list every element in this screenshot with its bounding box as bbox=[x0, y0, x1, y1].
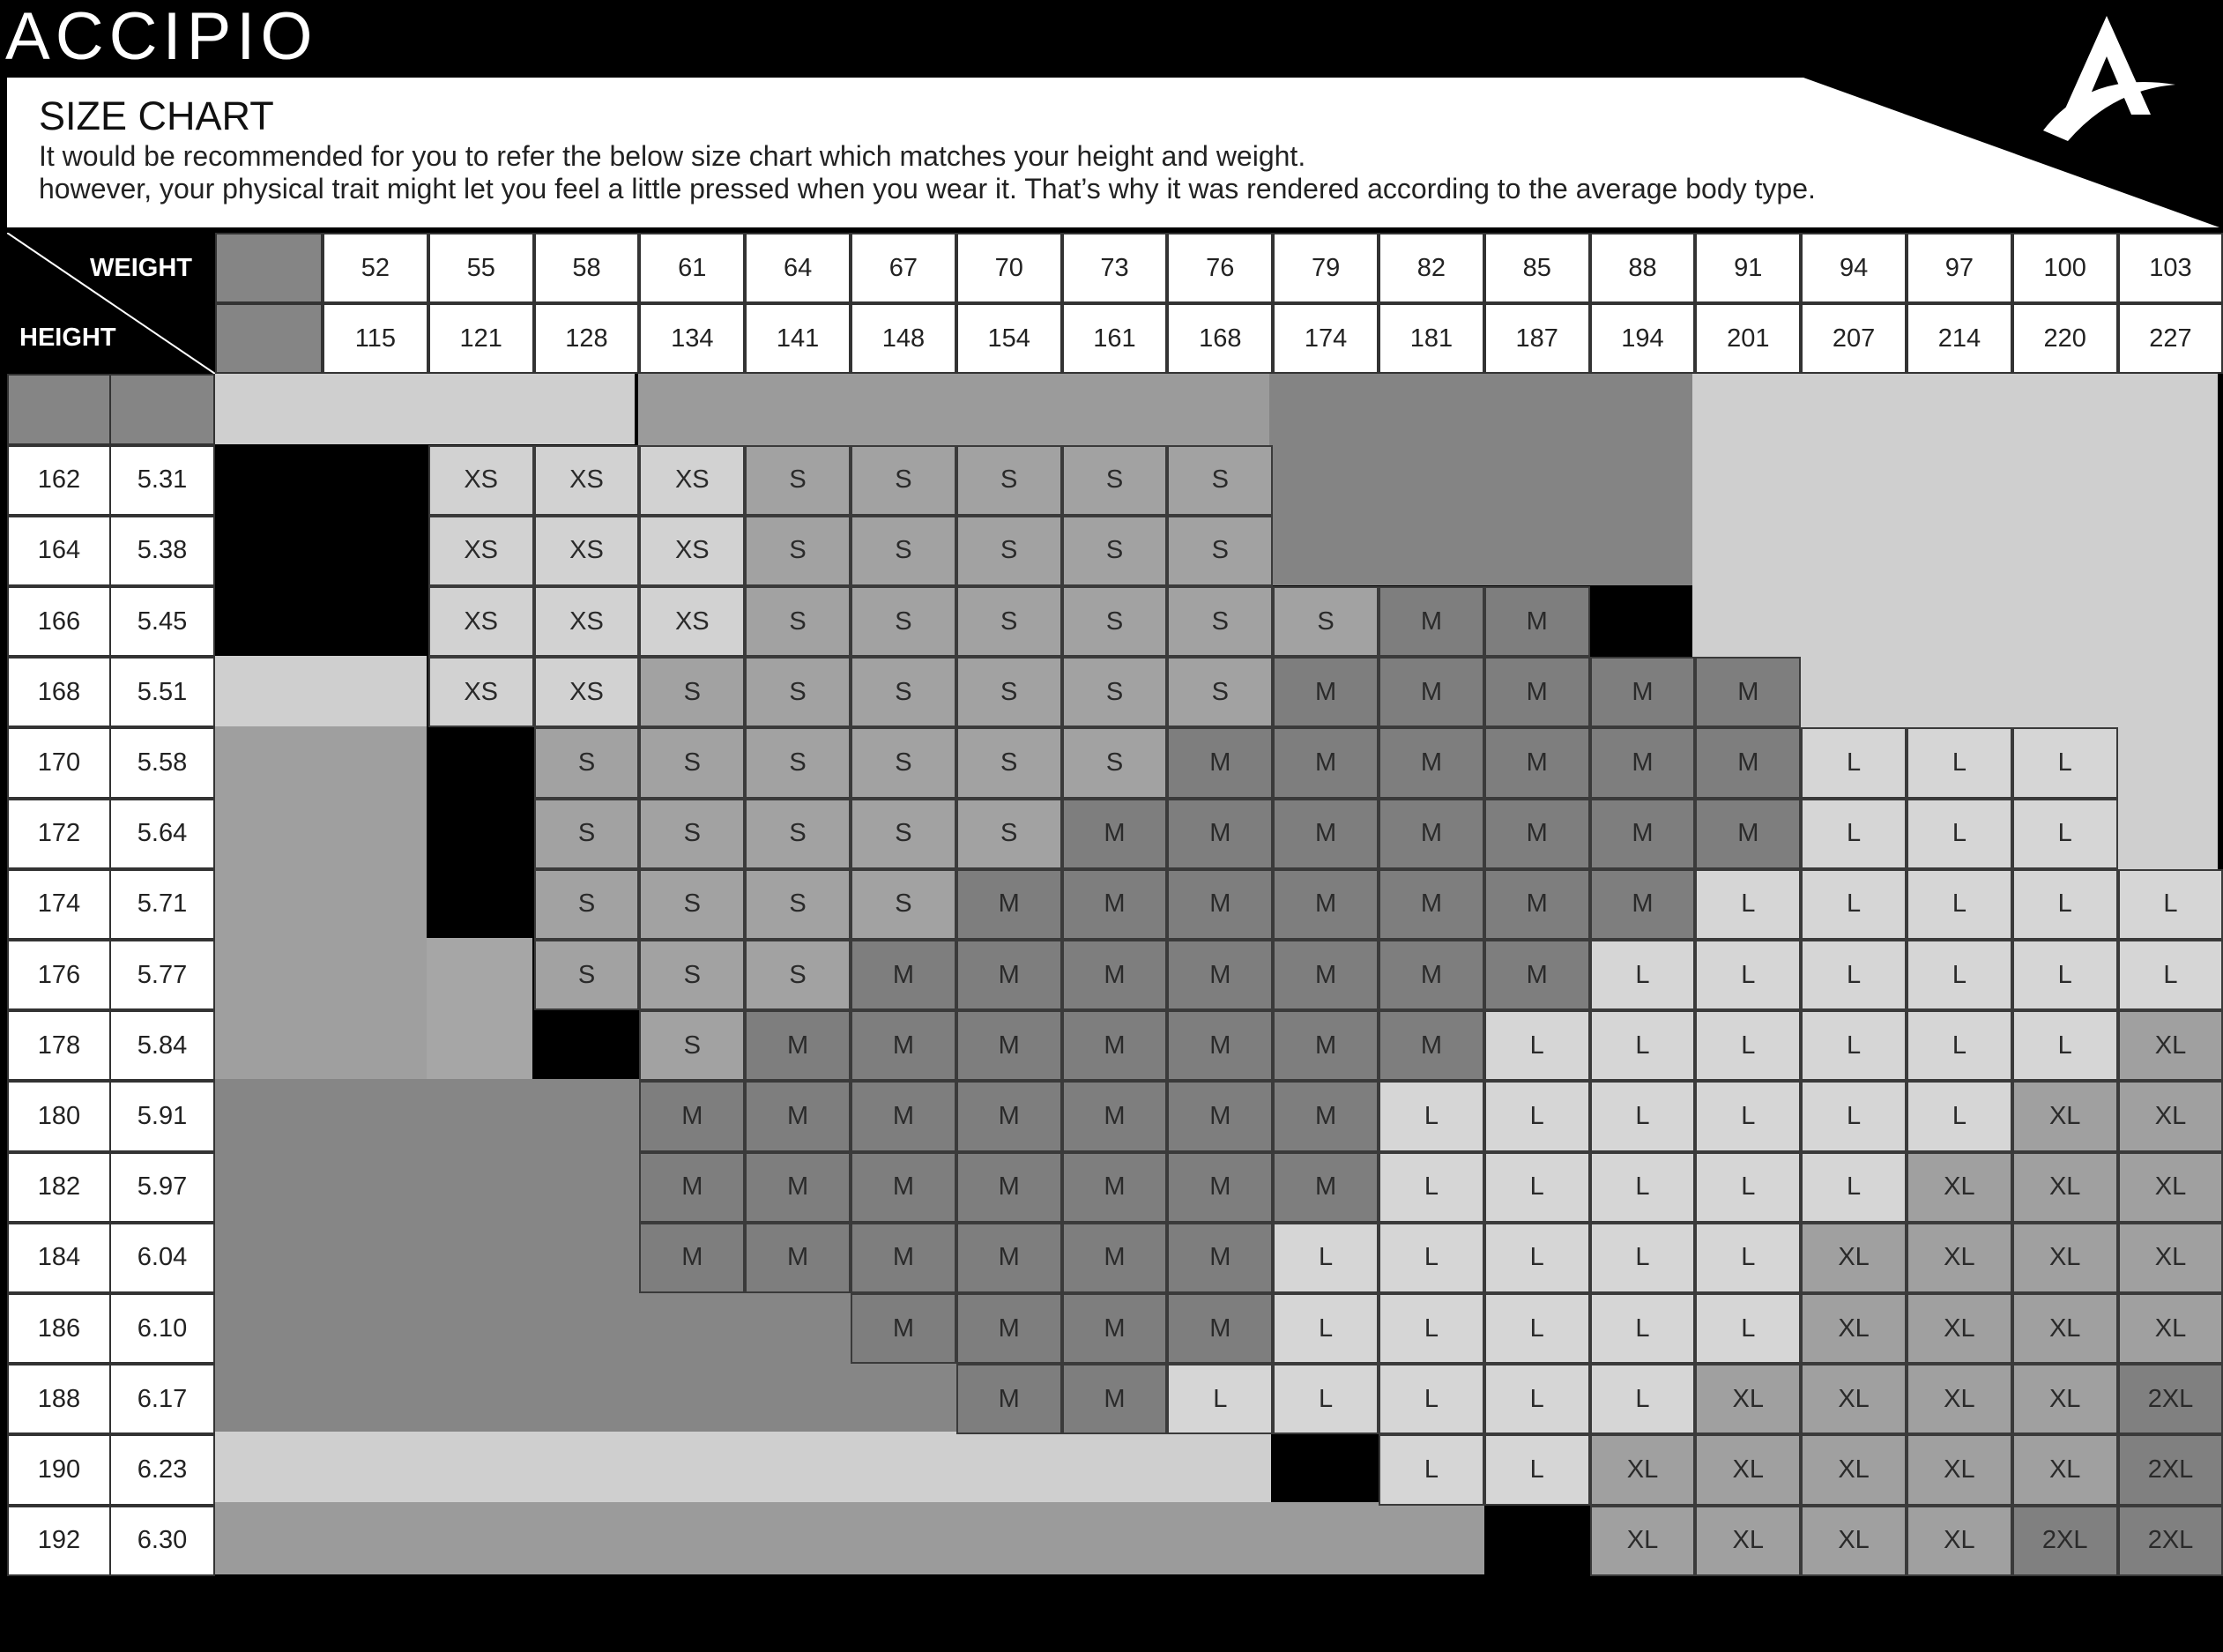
size-cell: M bbox=[1062, 1010, 1168, 1081]
lbs-value: 174 bbox=[1273, 303, 1379, 374]
size-cell: S bbox=[1062, 445, 1168, 516]
size-cell: L bbox=[1801, 1152, 1907, 1223]
size-cell: M bbox=[1062, 940, 1168, 1010]
kg-value: 79 bbox=[1273, 233, 1379, 303]
table-background-zone bbox=[215, 1502, 1484, 1574]
lbs-value: 168 bbox=[1167, 303, 1273, 374]
size-cell: M bbox=[1484, 799, 1590, 869]
size-cell: M bbox=[956, 1223, 1062, 1293]
size-cell: M bbox=[956, 1010, 1062, 1081]
size-cell: M bbox=[956, 1364, 1062, 1434]
size-cell: XS bbox=[639, 586, 745, 657]
ft-value: 6.17 bbox=[109, 1364, 215, 1434]
size-cell: S bbox=[745, 657, 851, 727]
size-cell: M bbox=[1167, 1293, 1273, 1364]
size-cell: L bbox=[1907, 1010, 2012, 1081]
size-cell: M bbox=[1062, 1081, 1168, 1151]
size-cell: XL bbox=[2118, 1081, 2223, 1151]
size-cell: 2XL bbox=[2012, 1506, 2118, 1576]
size-cell: L bbox=[1273, 1223, 1379, 1293]
size-cell: M bbox=[1273, 657, 1379, 727]
size-cell: XL bbox=[1801, 1293, 1907, 1364]
description-line-1: It would be recommended for you to refer the below size chart which matches your height and weight. bbox=[39, 140, 1306, 172]
size-cell: S bbox=[1167, 516, 1273, 586]
size-cell: S bbox=[534, 940, 640, 1010]
size-cell: XL bbox=[2118, 1293, 2223, 1364]
lbs-value: 141 bbox=[745, 303, 851, 374]
size-cell: S bbox=[1062, 516, 1168, 586]
size-cell: M bbox=[1062, 799, 1168, 869]
ft-value: 5.84 bbox=[109, 1010, 215, 1081]
size-cell: XL bbox=[2012, 1223, 2118, 1293]
size-cell: M bbox=[1273, 1152, 1379, 1223]
ft-value: 5.45 bbox=[109, 586, 215, 657]
size-cell: M bbox=[745, 1081, 851, 1151]
size-cell: M bbox=[1167, 1152, 1273, 1223]
size-cell: XL bbox=[2012, 1434, 2118, 1505]
lbs-value: 207 bbox=[1801, 303, 1907, 374]
size-cell: L bbox=[2012, 1010, 2118, 1081]
cms-header bbox=[7, 374, 111, 444]
kg-value: 82 bbox=[1379, 233, 1484, 303]
cms-value: 162 bbox=[7, 445, 111, 516]
size-cell: L bbox=[1590, 1010, 1696, 1081]
size-cell: S bbox=[851, 799, 956, 869]
ft-value: 6.04 bbox=[109, 1223, 215, 1293]
size-cell: L bbox=[1590, 1081, 1696, 1151]
ft-value: 6.10 bbox=[109, 1293, 215, 1364]
ft-value: 5.77 bbox=[109, 940, 215, 1010]
kg-value: 103 bbox=[2118, 233, 2223, 303]
size-cell: L bbox=[1273, 1364, 1379, 1434]
size-cell: L bbox=[2012, 799, 2118, 869]
size-cell: S bbox=[745, 586, 851, 657]
size-cell: XL bbox=[1907, 1364, 2012, 1434]
kg-value: 94 bbox=[1801, 233, 1907, 303]
size-cell: XL bbox=[2118, 1223, 2223, 1293]
size-cell: M bbox=[1062, 1293, 1168, 1364]
kg-value: 70 bbox=[956, 233, 1062, 303]
size-cell: XL bbox=[1801, 1506, 1907, 1576]
size-cell: M bbox=[1167, 799, 1273, 869]
size-cell: XL bbox=[2012, 1152, 2118, 1223]
size-cell: M bbox=[956, 1152, 1062, 1223]
table-background-zone bbox=[215, 374, 635, 444]
cms-value: 172 bbox=[7, 799, 111, 869]
size-cell: M bbox=[1273, 1081, 1379, 1151]
size-cell: S bbox=[534, 869, 640, 940]
ft-value: 5.38 bbox=[109, 516, 215, 586]
size-cell: M bbox=[1379, 586, 1484, 657]
size-cell: 2XL bbox=[2118, 1364, 2223, 1434]
height-axis-label: HEIGHT bbox=[19, 324, 116, 352]
size-cell: M bbox=[1273, 1010, 1379, 1081]
kg-value: 55 bbox=[428, 233, 534, 303]
size-cell: L bbox=[1907, 940, 2012, 1010]
size-cell: M bbox=[1273, 940, 1379, 1010]
size-cell: M bbox=[1484, 727, 1590, 798]
size-cell: L bbox=[1907, 727, 2012, 798]
size-cell: M bbox=[1379, 657, 1484, 727]
size-cell: L bbox=[1590, 1223, 1696, 1293]
ft-value: 5.71 bbox=[109, 869, 215, 940]
size-cell: L bbox=[1907, 869, 2012, 940]
ft-value: 5.51 bbox=[109, 657, 215, 727]
size-cell: XS bbox=[428, 516, 534, 586]
size-cell: XS bbox=[428, 445, 534, 516]
size-cell: L bbox=[1379, 1364, 1484, 1434]
lbs-value: 115 bbox=[323, 303, 428, 374]
kg-value: 61 bbox=[639, 233, 745, 303]
size-cell: S bbox=[956, 727, 1062, 798]
size-cell: L bbox=[2012, 727, 2118, 798]
size-cell: L bbox=[1801, 727, 1907, 798]
size-cell: L bbox=[1484, 1293, 1590, 1364]
cms-value: 192 bbox=[7, 1506, 111, 1576]
size-cell: M bbox=[1167, 940, 1273, 1010]
size-cell: M bbox=[639, 1081, 745, 1151]
size-cell: M bbox=[956, 869, 1062, 940]
size-cell: 2XL bbox=[2118, 1506, 2223, 1576]
size-cell: XL bbox=[1801, 1223, 1907, 1293]
size-cell: S bbox=[956, 586, 1062, 657]
size-cell: M bbox=[1379, 869, 1484, 940]
size-cell: L bbox=[1590, 1152, 1696, 1223]
size-cell: L bbox=[1379, 1081, 1484, 1151]
size-cell: L bbox=[1273, 1293, 1379, 1364]
size-cell: M bbox=[851, 1293, 956, 1364]
size-cell: S bbox=[1273, 586, 1379, 657]
size-cell: L bbox=[1907, 1081, 2012, 1151]
size-cell: M bbox=[745, 1010, 851, 1081]
size-cell: M bbox=[1062, 869, 1168, 940]
cms-value: 182 bbox=[7, 1152, 111, 1223]
size-cell: S bbox=[745, 516, 851, 586]
cms-value: 176 bbox=[7, 940, 111, 1010]
size-cell: S bbox=[1167, 586, 1273, 657]
cms-value: 184 bbox=[7, 1223, 111, 1293]
size-cell: M bbox=[851, 940, 956, 1010]
size-cell: S bbox=[851, 727, 956, 798]
size-cell: M bbox=[1484, 869, 1590, 940]
size-cell: S bbox=[1062, 727, 1168, 798]
page-title: SIZE CHART bbox=[39, 93, 274, 138]
size-cell: S bbox=[745, 799, 851, 869]
size-cell: M bbox=[1062, 1364, 1168, 1434]
size-cell: XL bbox=[1695, 1364, 1801, 1434]
cms-value: 168 bbox=[7, 657, 111, 727]
ft-value: 5.97 bbox=[109, 1152, 215, 1223]
size-cell: S bbox=[851, 586, 956, 657]
size-cell: M bbox=[1273, 799, 1379, 869]
size-cell: XS bbox=[534, 445, 640, 516]
size-cell: M bbox=[956, 1081, 1062, 1151]
size-cell: XL bbox=[1907, 1434, 2012, 1505]
size-cell: S bbox=[956, 799, 1062, 869]
kg-header bbox=[215, 233, 323, 303]
size-cell: L bbox=[1907, 799, 2012, 869]
size-cell: XL bbox=[2118, 1152, 2223, 1223]
size-cell: M bbox=[1484, 940, 1590, 1010]
size-cell: XL bbox=[2012, 1081, 2118, 1151]
size-cell: S bbox=[639, 869, 745, 940]
size-cell: L bbox=[2118, 869, 2223, 940]
size-cell: XL bbox=[1907, 1293, 2012, 1364]
size-cell: XL bbox=[2012, 1293, 2118, 1364]
size-cell: XL bbox=[1801, 1434, 1907, 1505]
size-cell: M bbox=[1695, 799, 1801, 869]
size-cell: S bbox=[639, 657, 745, 727]
size-cell: XL bbox=[2012, 1364, 2118, 1434]
ft-value: 6.30 bbox=[109, 1506, 215, 1576]
kg-value: 76 bbox=[1167, 233, 1273, 303]
lbs-value: 220 bbox=[2012, 303, 2118, 374]
kg-value: 88 bbox=[1590, 233, 1696, 303]
size-cell: M bbox=[1062, 1152, 1168, 1223]
cms-value: 164 bbox=[7, 516, 111, 586]
lbs-value: 121 bbox=[428, 303, 534, 374]
size-cell: M bbox=[1695, 727, 1801, 798]
size-cell: M bbox=[1167, 1081, 1273, 1151]
lbs-value: 181 bbox=[1379, 303, 1484, 374]
kg-value: 85 bbox=[1484, 233, 1590, 303]
table-background-zone bbox=[427, 938, 532, 1079]
size-cell: M bbox=[851, 1223, 956, 1293]
description-line-2: however, your physical trait might let you feel a little pressed when you wear it. That’s why it was rendered according to the average body type. bbox=[39, 173, 1816, 205]
table-background-zone bbox=[215, 726, 427, 1079]
cms-value: 186 bbox=[7, 1293, 111, 1364]
lbs-value: 227 bbox=[2118, 303, 2223, 374]
size-cell: M bbox=[1167, 1223, 1273, 1293]
size-cell: S bbox=[1062, 657, 1168, 727]
cms-value: 166 bbox=[7, 586, 111, 657]
size-cell: XS bbox=[639, 516, 745, 586]
size-cell: L bbox=[1801, 799, 1907, 869]
size-cell: M bbox=[1379, 940, 1484, 1010]
size-cell: XL bbox=[1590, 1434, 1696, 1505]
size-cell: XL bbox=[2118, 1010, 2223, 1081]
lbs-value: 148 bbox=[851, 303, 956, 374]
size-cell: XL bbox=[1590, 1506, 1696, 1576]
size-cell: M bbox=[745, 1152, 851, 1223]
size-cell: M bbox=[851, 1152, 956, 1223]
size-cell: S bbox=[851, 869, 956, 940]
lbs-value: 134 bbox=[639, 303, 745, 374]
size-cell: S bbox=[851, 516, 956, 586]
size-cell: L bbox=[1484, 1081, 1590, 1151]
size-cell: XL bbox=[1695, 1434, 1801, 1505]
kg-value: 67 bbox=[851, 233, 956, 303]
size-cell: S bbox=[851, 657, 956, 727]
cms-value: 178 bbox=[7, 1010, 111, 1081]
size-cell: S bbox=[745, 869, 851, 940]
size-cell: L bbox=[1695, 940, 1801, 1010]
size-cell: S bbox=[851, 445, 956, 516]
kg-value: 100 bbox=[2012, 233, 2118, 303]
size-cell: L bbox=[1484, 1364, 1590, 1434]
brand-logo: ACCIPIO bbox=[5, 0, 318, 74]
size-cell: L bbox=[1695, 1010, 1801, 1081]
size-cell: S bbox=[745, 445, 851, 516]
size-cell: L bbox=[1379, 1152, 1484, 1223]
size-cell: S bbox=[534, 799, 640, 869]
size-cell: M bbox=[1167, 869, 1273, 940]
cms-value: 190 bbox=[7, 1434, 111, 1505]
size-cell: L bbox=[2012, 869, 2118, 940]
size-cell: M bbox=[851, 1010, 956, 1081]
size-cell: L bbox=[1590, 1364, 1696, 1434]
size-cell: XL bbox=[1801, 1364, 1907, 1434]
size-cell: L bbox=[1484, 1010, 1590, 1081]
lbs-value: 214 bbox=[1907, 303, 2012, 374]
kg-value: 73 bbox=[1062, 233, 1168, 303]
size-cell: M bbox=[1273, 727, 1379, 798]
size-cell: XL bbox=[1907, 1506, 2012, 1576]
size-cell: XS bbox=[534, 586, 640, 657]
kg-value: 97 bbox=[1907, 233, 2012, 303]
ft-value: 5.31 bbox=[109, 445, 215, 516]
table-background-zone bbox=[1269, 374, 1692, 585]
size-cell: M bbox=[1484, 586, 1590, 657]
lbs-value: 194 bbox=[1590, 303, 1696, 374]
lbs-value: 201 bbox=[1695, 303, 1801, 374]
size-cell: M bbox=[1167, 727, 1273, 798]
ft-header bbox=[109, 374, 215, 444]
size-cell: XL bbox=[1907, 1152, 2012, 1223]
cms-value: 170 bbox=[7, 727, 111, 798]
lbs-value: 128 bbox=[534, 303, 640, 374]
size-cell: XL bbox=[1695, 1506, 1801, 1576]
kg-value: 64 bbox=[745, 233, 851, 303]
size-cell: M bbox=[1273, 869, 1379, 940]
size-cell: S bbox=[534, 727, 640, 798]
size-cell: XS bbox=[534, 657, 640, 727]
size-cell: L bbox=[1695, 1081, 1801, 1151]
ft-value: 5.91 bbox=[109, 1081, 215, 1151]
size-cell: L bbox=[1801, 869, 1907, 940]
size-cell: S bbox=[956, 516, 1062, 586]
size-cell: S bbox=[639, 727, 745, 798]
ft-value: 5.58 bbox=[109, 727, 215, 798]
size-cell: L bbox=[1590, 940, 1696, 1010]
size-cell: M bbox=[639, 1223, 745, 1293]
size-cell: 2XL bbox=[2118, 1434, 2223, 1505]
size-cell: M bbox=[1590, 869, 1696, 940]
size-cell: L bbox=[1695, 869, 1801, 940]
size-cell: L bbox=[1379, 1434, 1484, 1505]
size-cell: S bbox=[956, 445, 1062, 516]
size-cell: XS bbox=[428, 586, 534, 657]
weight-axis-label: WEIGHT bbox=[90, 254, 192, 282]
size-cell: L bbox=[1379, 1223, 1484, 1293]
size-cell: M bbox=[639, 1152, 745, 1223]
size-cell: L bbox=[1484, 1152, 1590, 1223]
size-cell: S bbox=[1062, 586, 1168, 657]
size-cell: XL bbox=[1907, 1223, 2012, 1293]
size-cell: M bbox=[1167, 1010, 1273, 1081]
ft-value: 5.64 bbox=[109, 799, 215, 869]
lbs-value: 154 bbox=[956, 303, 1062, 374]
size-cell: L bbox=[1590, 1293, 1696, 1364]
size-cell: M bbox=[956, 1293, 1062, 1364]
size-cell: L bbox=[1167, 1364, 1273, 1434]
size-cell: L bbox=[1484, 1434, 1590, 1505]
size-cell: S bbox=[639, 1010, 745, 1081]
size-cell: L bbox=[1695, 1223, 1801, 1293]
size-cell: L bbox=[1695, 1293, 1801, 1364]
size-cell: M bbox=[1484, 657, 1590, 727]
size-cell: M bbox=[1379, 799, 1484, 869]
size-cell: M bbox=[851, 1081, 956, 1151]
size-cell: L bbox=[1801, 940, 1907, 1010]
size-cell: M bbox=[745, 1223, 851, 1293]
cms-value: 188 bbox=[7, 1364, 111, 1434]
kg-value: 58 bbox=[534, 233, 640, 303]
size-cell: M bbox=[1590, 799, 1696, 869]
size-cell: M bbox=[1590, 727, 1696, 798]
size-cell: L bbox=[1379, 1293, 1484, 1364]
size-cell: M bbox=[1379, 1010, 1484, 1081]
size-cell: XS bbox=[639, 445, 745, 516]
size-cell: L bbox=[1695, 1152, 1801, 1223]
size-cell: S bbox=[956, 657, 1062, 727]
size-cell: L bbox=[2118, 940, 2223, 1010]
size-cell: XS bbox=[534, 516, 640, 586]
size-cell: L bbox=[1801, 1081, 1907, 1151]
cms-value: 174 bbox=[7, 869, 111, 940]
kg-value: 91 bbox=[1695, 233, 1801, 303]
size-cell: M bbox=[956, 940, 1062, 1010]
size-cell: S bbox=[639, 940, 745, 1010]
size-cell: M bbox=[1590, 657, 1696, 727]
size-cell: M bbox=[1379, 727, 1484, 798]
size-cell: L bbox=[1801, 1010, 1907, 1081]
size-cell: S bbox=[745, 940, 851, 1010]
size-cell: S bbox=[1167, 445, 1273, 516]
kg-value: 52 bbox=[323, 233, 428, 303]
lbs-value: 187 bbox=[1484, 303, 1590, 374]
size-cell: S bbox=[1167, 657, 1273, 727]
size-cell: L bbox=[2012, 940, 2118, 1010]
lbs-value: 161 bbox=[1062, 303, 1168, 374]
cms-value: 180 bbox=[7, 1081, 111, 1151]
table-background-zone bbox=[215, 1432, 1271, 1502]
lbs-header bbox=[215, 303, 323, 374]
size-cell: M bbox=[1695, 657, 1801, 727]
size-cell: S bbox=[639, 799, 745, 869]
size-cell: L bbox=[1484, 1223, 1590, 1293]
size-cell: M bbox=[1062, 1223, 1168, 1293]
size-cell: S bbox=[745, 727, 851, 798]
ft-value: 6.23 bbox=[109, 1434, 215, 1505]
size-cell: XS bbox=[428, 657, 534, 727]
